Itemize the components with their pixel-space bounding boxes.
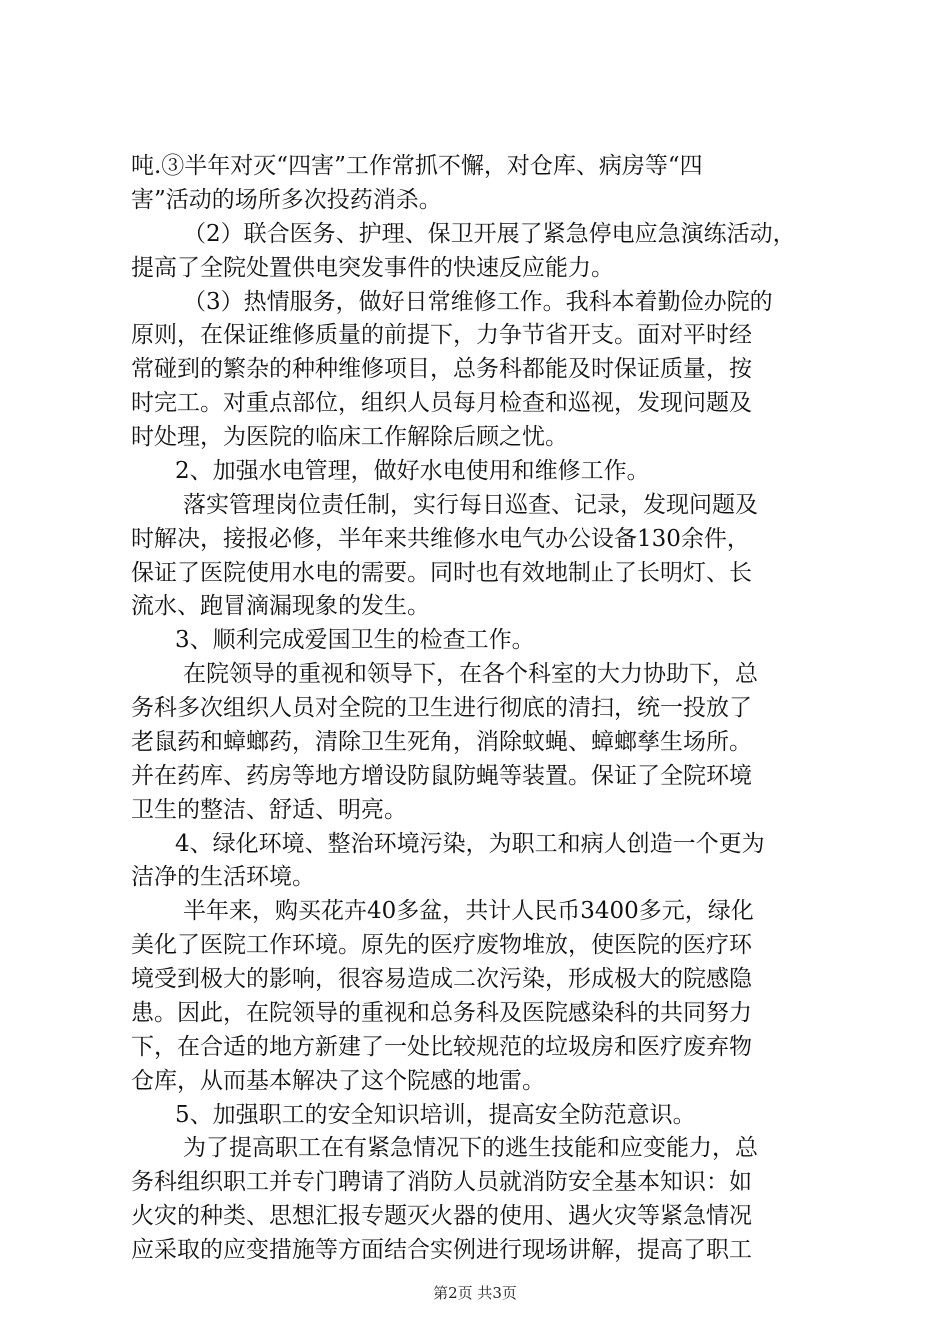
text-line: 洁净的生活环境。 — [131, 864, 315, 890]
text-line: 务科多次组织人员对全院的卫生进行彻底的清扫，统一投放了 — [131, 695, 752, 721]
text-line: 境受到极大的影响，很容易造成二次污染，形成极大的院感隐 — [131, 966, 752, 992]
text-line: 时解决，接报必修，半年来共维修水电气办公设备130余件， — [131, 526, 750, 552]
text-line: 并在药库、药房等地方增设防鼠防蝇等装置。保证了全院环境 — [131, 763, 752, 789]
text-line: 患。因此，在院领导的重视和总务科及医院感染科的共同努力 — [131, 1000, 752, 1026]
text-line: （2）联合医务、护理、保卫开展了紧急停电应急演练活动， — [183, 221, 796, 247]
text-line: 务科组织职工并专门聘请了消防人员就消防安全基本知识：如 — [131, 1169, 752, 1195]
text-line: 应采取的应变措施等方面结合实例进行现场讲解，提高了职工 — [131, 1237, 752, 1263]
text-line: 为了提高职工在有紧急情况下的逃生技能和应变能力，总 — [183, 1135, 758, 1161]
text-line: 美化了医院工作环境。原先的医疗废物堆放，使医院的医疗环 — [131, 932, 752, 958]
text-line: 仓库，从而基本解决了这个院感的地雷。 — [131, 1068, 545, 1094]
section-heading: 3、顺利完成爱国卫生的检查工作。 — [175, 627, 535, 653]
text-line: 害”活动的场所多次投药消杀。 — [131, 187, 442, 213]
section-heading: 5、加强职工的安全知识培训，提高安全防范意识。 — [175, 1102, 696, 1128]
text-line: 常碰到的繁杂的种种维修项目，总务科都能及时保证质量，按 — [131, 356, 752, 382]
text-line: 时完工。对重点部位，组织人员每月检查和巡视，发现问题及 — [131, 390, 752, 416]
text-line: 保证了医院使用水电的需要。同时也有效地制止了长明灯、长 — [131, 560, 752, 586]
text-line: 在院领导的重视和领导下，在各个科室的大力协助下，总 — [183, 661, 758, 687]
text-line: 时处理，为医院的临床工作解除后顾之忧。 — [131, 424, 568, 450]
text-line: 火灾的种类、思想汇报专题灭火器的使用、遇火灾等紧急情况 — [131, 1203, 752, 1229]
text-line: 卫生的整洁、舒适、明亮。 — [131, 797, 407, 823]
text-line: 半年来，购买花卉40多盆，共计人民币3400多元，绿化 — [183, 898, 754, 924]
text-line: 落实管理岗位责任制，实行每日巡查、记录，发现问题及 — [183, 492, 758, 518]
text-line: 提高了全院处置供电突发事件的快速反应能力。 — [131, 255, 614, 281]
text-line: 流水、跑冒滴漏现象的发生。 — [131, 593, 430, 619]
text-line: 老鼠药和蟑螂药，清除卫生死角，消除蚊蝇、蟑螂孳生场所。 — [131, 729, 752, 755]
text-line: 下，在合适的地方新建了一处比较规范的垃圾房和医疗废弃物 — [131, 1034, 752, 1060]
section-heading: 4、绿化环境、整治环境污染，为职工和病人创造一个更为 — [175, 831, 765, 857]
text-line: 吨.③半年对灭“四害”工作常抓不懈，对仓库、病房等“四 — [131, 153, 703, 179]
page-footer: 第2页 共3页 — [433, 1284, 517, 1302]
section-heading: 2、加强水电管理，做好水电使用和维修工作。 — [175, 458, 650, 484]
text-line: （3）热情服务，做好日常维修工作。我科本着勤俭办院的 — [183, 289, 773, 315]
text-line: 原则，在保证维修质量的前提下，力争节省开支。面对平时经 — [131, 322, 752, 348]
